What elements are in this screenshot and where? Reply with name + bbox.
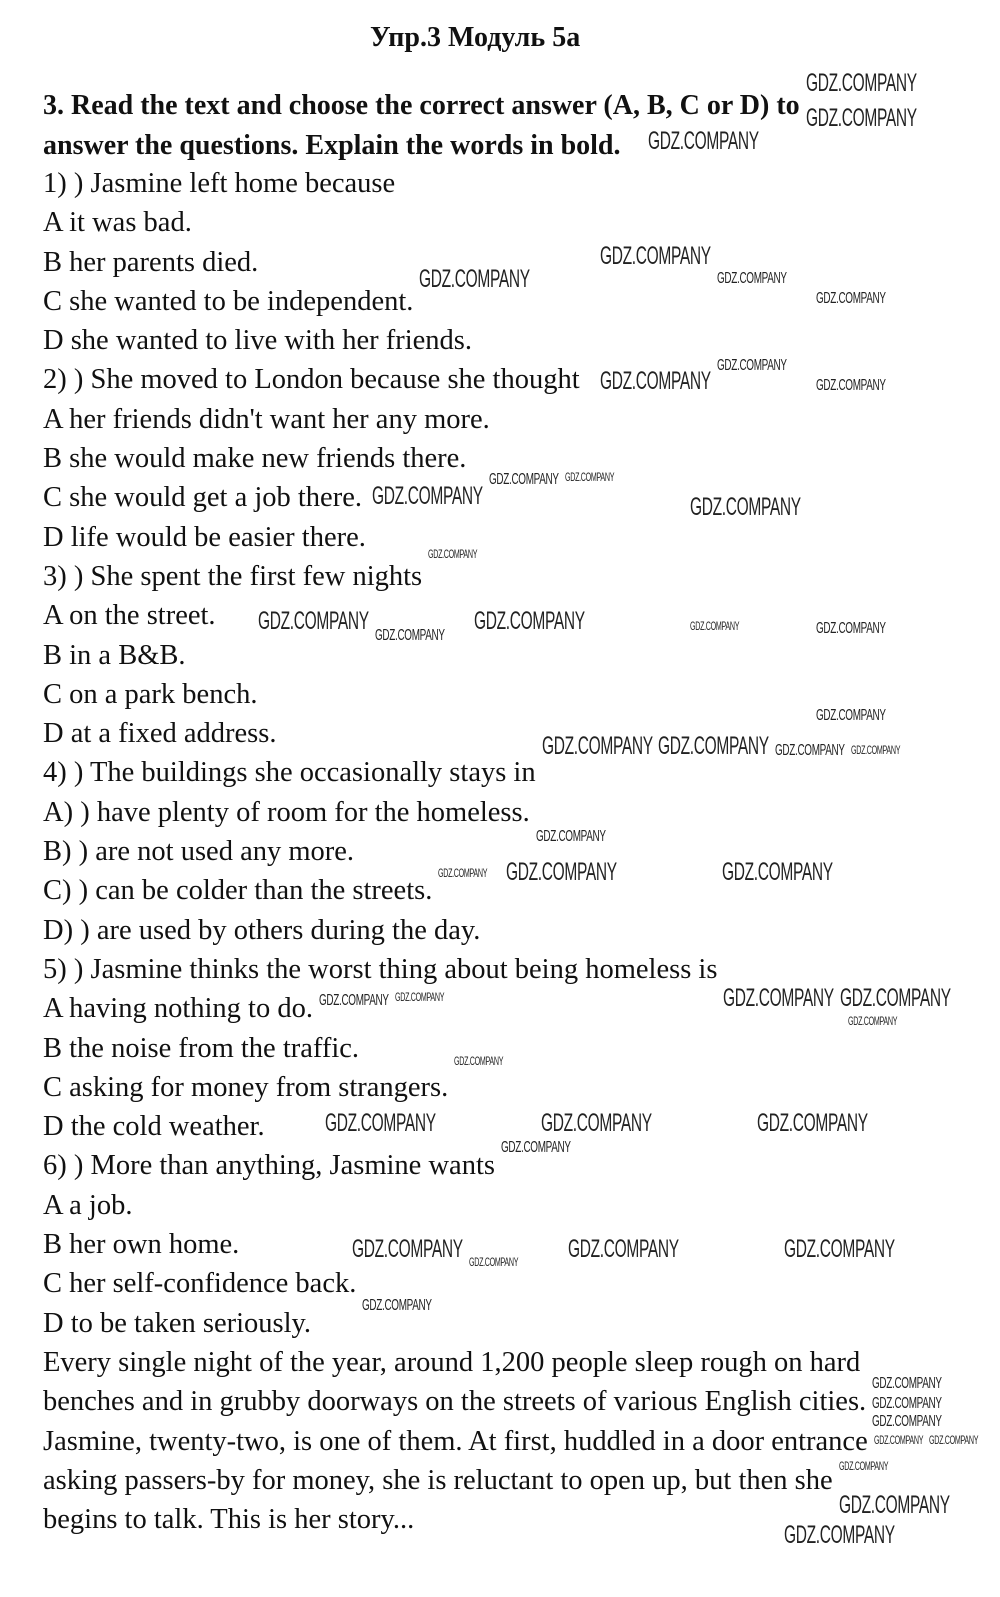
watermark: GDZ.COMPANY xyxy=(568,1235,679,1263)
question-line: C she would get a job there. xyxy=(43,482,362,514)
watermark: GDZ.COMPANY xyxy=(500,1139,571,1156)
watermark: GDZ.COMPANY xyxy=(362,1297,433,1314)
page-title: Упр.3 Модуль 5а xyxy=(370,22,581,53)
question-line: B) ) are not used any more. xyxy=(43,836,355,868)
question-line: D the cold weather. xyxy=(43,1111,265,1143)
watermark: GDZ.COMPANY xyxy=(805,69,917,97)
question-line: C) ) can be colder than the streets. xyxy=(43,875,433,907)
question-line: C she wanted to be independent. xyxy=(43,285,414,317)
watermark: GDZ.COMPANY xyxy=(325,1109,436,1137)
question-line: B she would make new friends there. xyxy=(43,443,467,475)
watermark: GDZ.COMPANY xyxy=(722,858,833,886)
instruction-line: answer the questions. Explain the words in bold. xyxy=(43,129,621,161)
watermark: GDZ.COMPANY xyxy=(428,549,478,561)
watermark: GDZ.COMPANY xyxy=(816,620,886,637)
watermark: GDZ.COMPANY xyxy=(541,732,653,760)
question-line: C on a park bench. xyxy=(43,678,258,710)
watermark: GDZ.COMPANY xyxy=(506,858,617,886)
watermark: GDZ.COMPANY xyxy=(394,992,444,1004)
question-line: D to be taken seriously. xyxy=(43,1307,312,1339)
question-line: D at a fixed address. xyxy=(43,718,277,750)
watermark: GDZ.COMPANY xyxy=(757,1109,868,1137)
watermark: GDZ.COMPANY xyxy=(541,1109,652,1137)
instruction-line: 3. Read the text and choose the correct answer (A, B, C or D) to xyxy=(43,90,800,121)
watermark: GDZ.COMPANY xyxy=(838,1491,950,1519)
question-line: C asking for money from strangers. xyxy=(43,1071,449,1103)
question-line: A a job. xyxy=(43,1189,133,1221)
watermark: GDZ.COMPANY xyxy=(872,1413,942,1430)
question-line: B her parents died. xyxy=(43,246,259,278)
passage-line: begins to talk. This is her story... xyxy=(43,1504,415,1536)
watermark: GDZ.COMPANY xyxy=(723,984,835,1012)
question-line: A her friends didn't want her any more. xyxy=(43,403,490,435)
watermark: GDZ.COMPANY xyxy=(648,127,759,155)
watermark: GDZ.COMPANY xyxy=(690,493,801,521)
question-line: B the noise from the traffic. xyxy=(43,1032,360,1064)
watermark: GDZ.COMPANY xyxy=(438,868,488,880)
watermark: GDZ.COMPANY xyxy=(690,621,740,633)
question-line: B her own home. xyxy=(43,1229,240,1261)
question-line: 1) ) Jasmine left home because xyxy=(43,168,396,199)
watermark: GDZ.COMPANY xyxy=(816,290,886,307)
passage-line: benches and in grubby doorways on the streets of various English cities. xyxy=(43,1386,867,1418)
question-line: A having nothing to do. xyxy=(43,993,313,1025)
watermark: GDZ.COMPANY xyxy=(716,357,787,374)
question-line: 6) ) More than anything, Jasmine wants xyxy=(43,1150,495,1182)
watermark: GDZ.COMPANY xyxy=(352,1235,463,1263)
watermark: GDZ.COMPANY xyxy=(716,270,787,287)
watermark: GDZ.COMPANY xyxy=(372,482,483,510)
watermark: GDZ.COMPANY xyxy=(258,607,369,635)
passage-line: Jasmine, twenty-two, is one of them. At first, huddled in a door entrance xyxy=(43,1425,868,1457)
watermark: GDZ.COMPANY xyxy=(454,1056,504,1068)
watermark: GDZ.COMPANY xyxy=(318,992,389,1009)
watermark: GDZ.COMPANY xyxy=(805,104,917,132)
watermark: GDZ.COMPANY xyxy=(474,607,585,635)
question-line: B in a B&B. xyxy=(43,639,186,671)
question-line: 5) ) Jasmine thinks the worst thing about being homeless is xyxy=(43,953,718,985)
question-line: A on the street. xyxy=(43,600,216,632)
passage-line: Every single night of the year, around 1,200 people sleep rough on hard xyxy=(43,1346,861,1378)
watermark: GDZ.COMPANY xyxy=(374,627,445,644)
watermark: GDZ.COMPANY xyxy=(873,1435,923,1447)
question-line: 4) ) The buildings she occasionally stays in xyxy=(43,757,536,789)
watermark: GDZ.COMPANY xyxy=(872,1375,942,1392)
watermark: GDZ.COMPANY xyxy=(840,984,952,1012)
watermark: GDZ.COMPANY xyxy=(468,1257,518,1269)
watermark: GDZ.COMPANY xyxy=(488,471,559,488)
question-line: D she wanted to live with her friends. xyxy=(43,325,472,357)
watermark: GDZ.COMPANY xyxy=(850,745,901,757)
watermark: GDZ.COMPANY xyxy=(419,265,531,293)
question-line: D) ) are used by others during the day. xyxy=(43,914,481,946)
question-line: C her self-confidence back. xyxy=(43,1268,357,1300)
exercise-body xyxy=(43,164,963,1539)
watermark: GDZ.COMPANY xyxy=(784,1521,895,1549)
watermark: GDZ.COMPANY xyxy=(658,732,770,760)
watermark: GDZ.COMPANY xyxy=(784,1235,895,1263)
watermark: GDZ.COMPANY xyxy=(564,472,614,484)
passage-line: asking passers-by for money, she is reluctant to open up, but then she xyxy=(43,1464,833,1496)
question-line: A it was bad. xyxy=(43,207,192,239)
watermark: GDZ.COMPANY xyxy=(816,377,886,394)
watermark: GDZ.COMPANY xyxy=(775,742,845,759)
question-line: A) ) have plenty of room for the homeless. xyxy=(43,796,530,828)
watermark: GDZ.COMPANY xyxy=(816,707,886,724)
watermark: GDZ.COMPANY xyxy=(600,367,711,395)
watermark: GDZ.COMPANY xyxy=(872,1395,942,1412)
watermark: GDZ.COMPANY xyxy=(600,242,711,270)
watermark: GDZ.COMPANY xyxy=(848,1016,898,1028)
question-line: D life would be easier there. xyxy=(43,521,366,553)
watermark: GDZ.COMPANY xyxy=(838,1461,888,1473)
question-line: 2) ) She moved to London because she thought xyxy=(43,364,580,396)
watermark: GDZ.COMPANY xyxy=(928,1435,979,1447)
watermark: GDZ.COMPANY xyxy=(535,828,606,845)
question-line: 3) ) She spent the first few nights xyxy=(43,560,423,592)
